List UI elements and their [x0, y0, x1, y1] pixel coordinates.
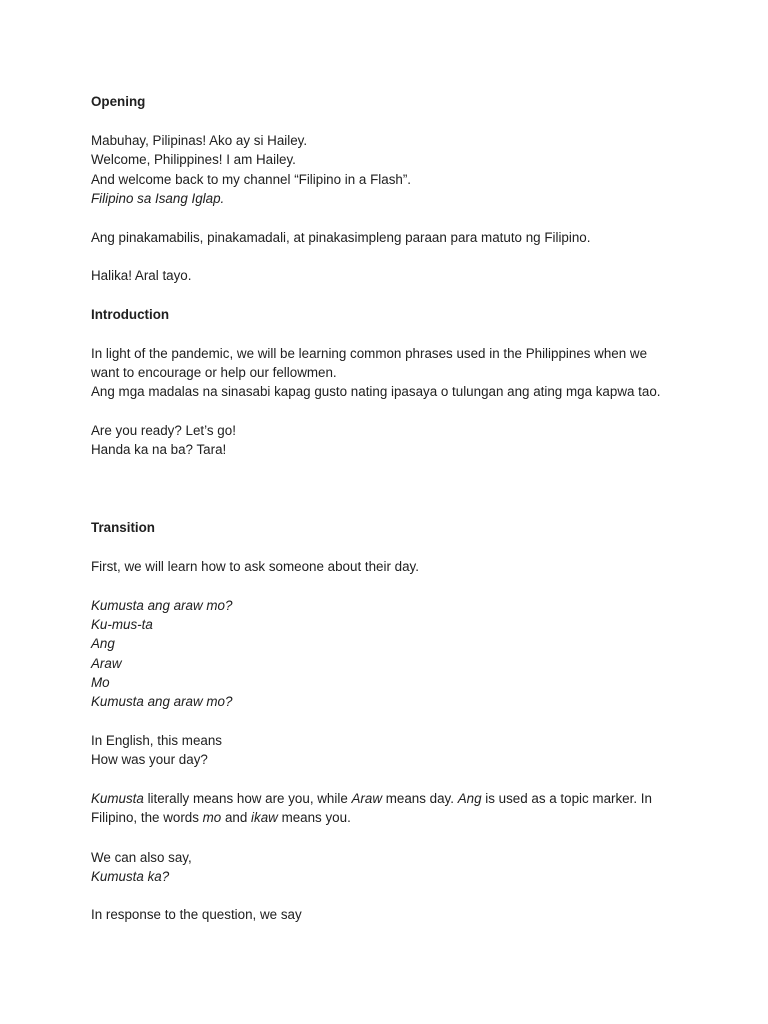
introduction-line-3: Ang mga madalas na sinasabi kapag gusto nating ipasaya o tulungan ang ating mga kapwa tao.	[91, 384, 661, 399]
introduction-heading: Introduction	[91, 307, 170, 322]
meaning-text-5: and	[221, 810, 252, 825]
meaning-text-6: means you.	[277, 810, 351, 825]
syllable-line-4: Mo	[91, 675, 110, 690]
also-line-2: Kumusta ka?	[91, 869, 170, 884]
meaning-text-1: literally means how are you, while	[143, 791, 352, 806]
response-line: In response to the question, we say	[91, 907, 302, 922]
english-line-1: In English, this means	[91, 733, 222, 748]
opening-line-1: Mabuhay, Pilipinas! Ako ay si Hailey.	[91, 133, 308, 148]
opening-line-4: Filipino sa Isang Iglap.	[91, 191, 225, 206]
phrase-line-1: Kumusta ang araw mo?	[91, 598, 233, 613]
syllable-line-1: Ku-mus-ta	[91, 617, 153, 632]
phrase-line-2: Kumusta ang araw mo?	[91, 694, 233, 709]
meaning-line-1	[91, 791, 652, 807]
meaning-line-2	[91, 810, 351, 826]
opening-line-3: And welcome back to my channel “Filipino in a Flash”.	[91, 172, 412, 187]
meaning-word-araw: Araw	[351, 791, 383, 806]
also-line-1: We can also say,	[91, 850, 192, 865]
meaning-word-kumusta: Kumusta	[91, 791, 144, 806]
english-line-2: How was your day?	[91, 752, 208, 767]
meaning-word-mo: mo	[202, 810, 222, 825]
meaning-word-ang: Ang	[457, 791, 482, 806]
introduction-line-1: In light of the pandemic, we will be learning common phrases used in the Philippines when we	[91, 346, 648, 361]
introduction-line-4: Are you ready? Let’s go!	[91, 423, 236, 438]
meaning-text-2: means day.	[382, 791, 458, 806]
introduction-line-5: Handa ka na ba? Tara!	[91, 442, 227, 457]
meaning-text-4: Filipino, the words	[91, 810, 203, 825]
opening-line-2: Welcome, Philippines! I am Hailey.	[91, 152, 296, 167]
meaning-word-ikaw: ikaw	[251, 810, 278, 825]
syllable-line-3: Araw	[91, 656, 122, 671]
transition-first: First, we will learn how to ask someone about their day.	[91, 559, 419, 574]
meaning-text-3: is used as a topic marker. In	[481, 791, 652, 806]
opening-heading: Opening	[91, 94, 146, 109]
syllable-line-2: Ang	[91, 636, 115, 651]
introduction-line-2: want to encourage or help our fellowmen.	[91, 365, 337, 380]
transition-heading: Transition	[91, 520, 155, 535]
opening-paragraph-2: Ang pinakamabilis, pinakamadali, at pinakasimpleng paraan para matuto ng Filipino.	[91, 230, 591, 245]
opening-paragraph-3: Halika! Aral tayo.	[91, 268, 192, 283]
